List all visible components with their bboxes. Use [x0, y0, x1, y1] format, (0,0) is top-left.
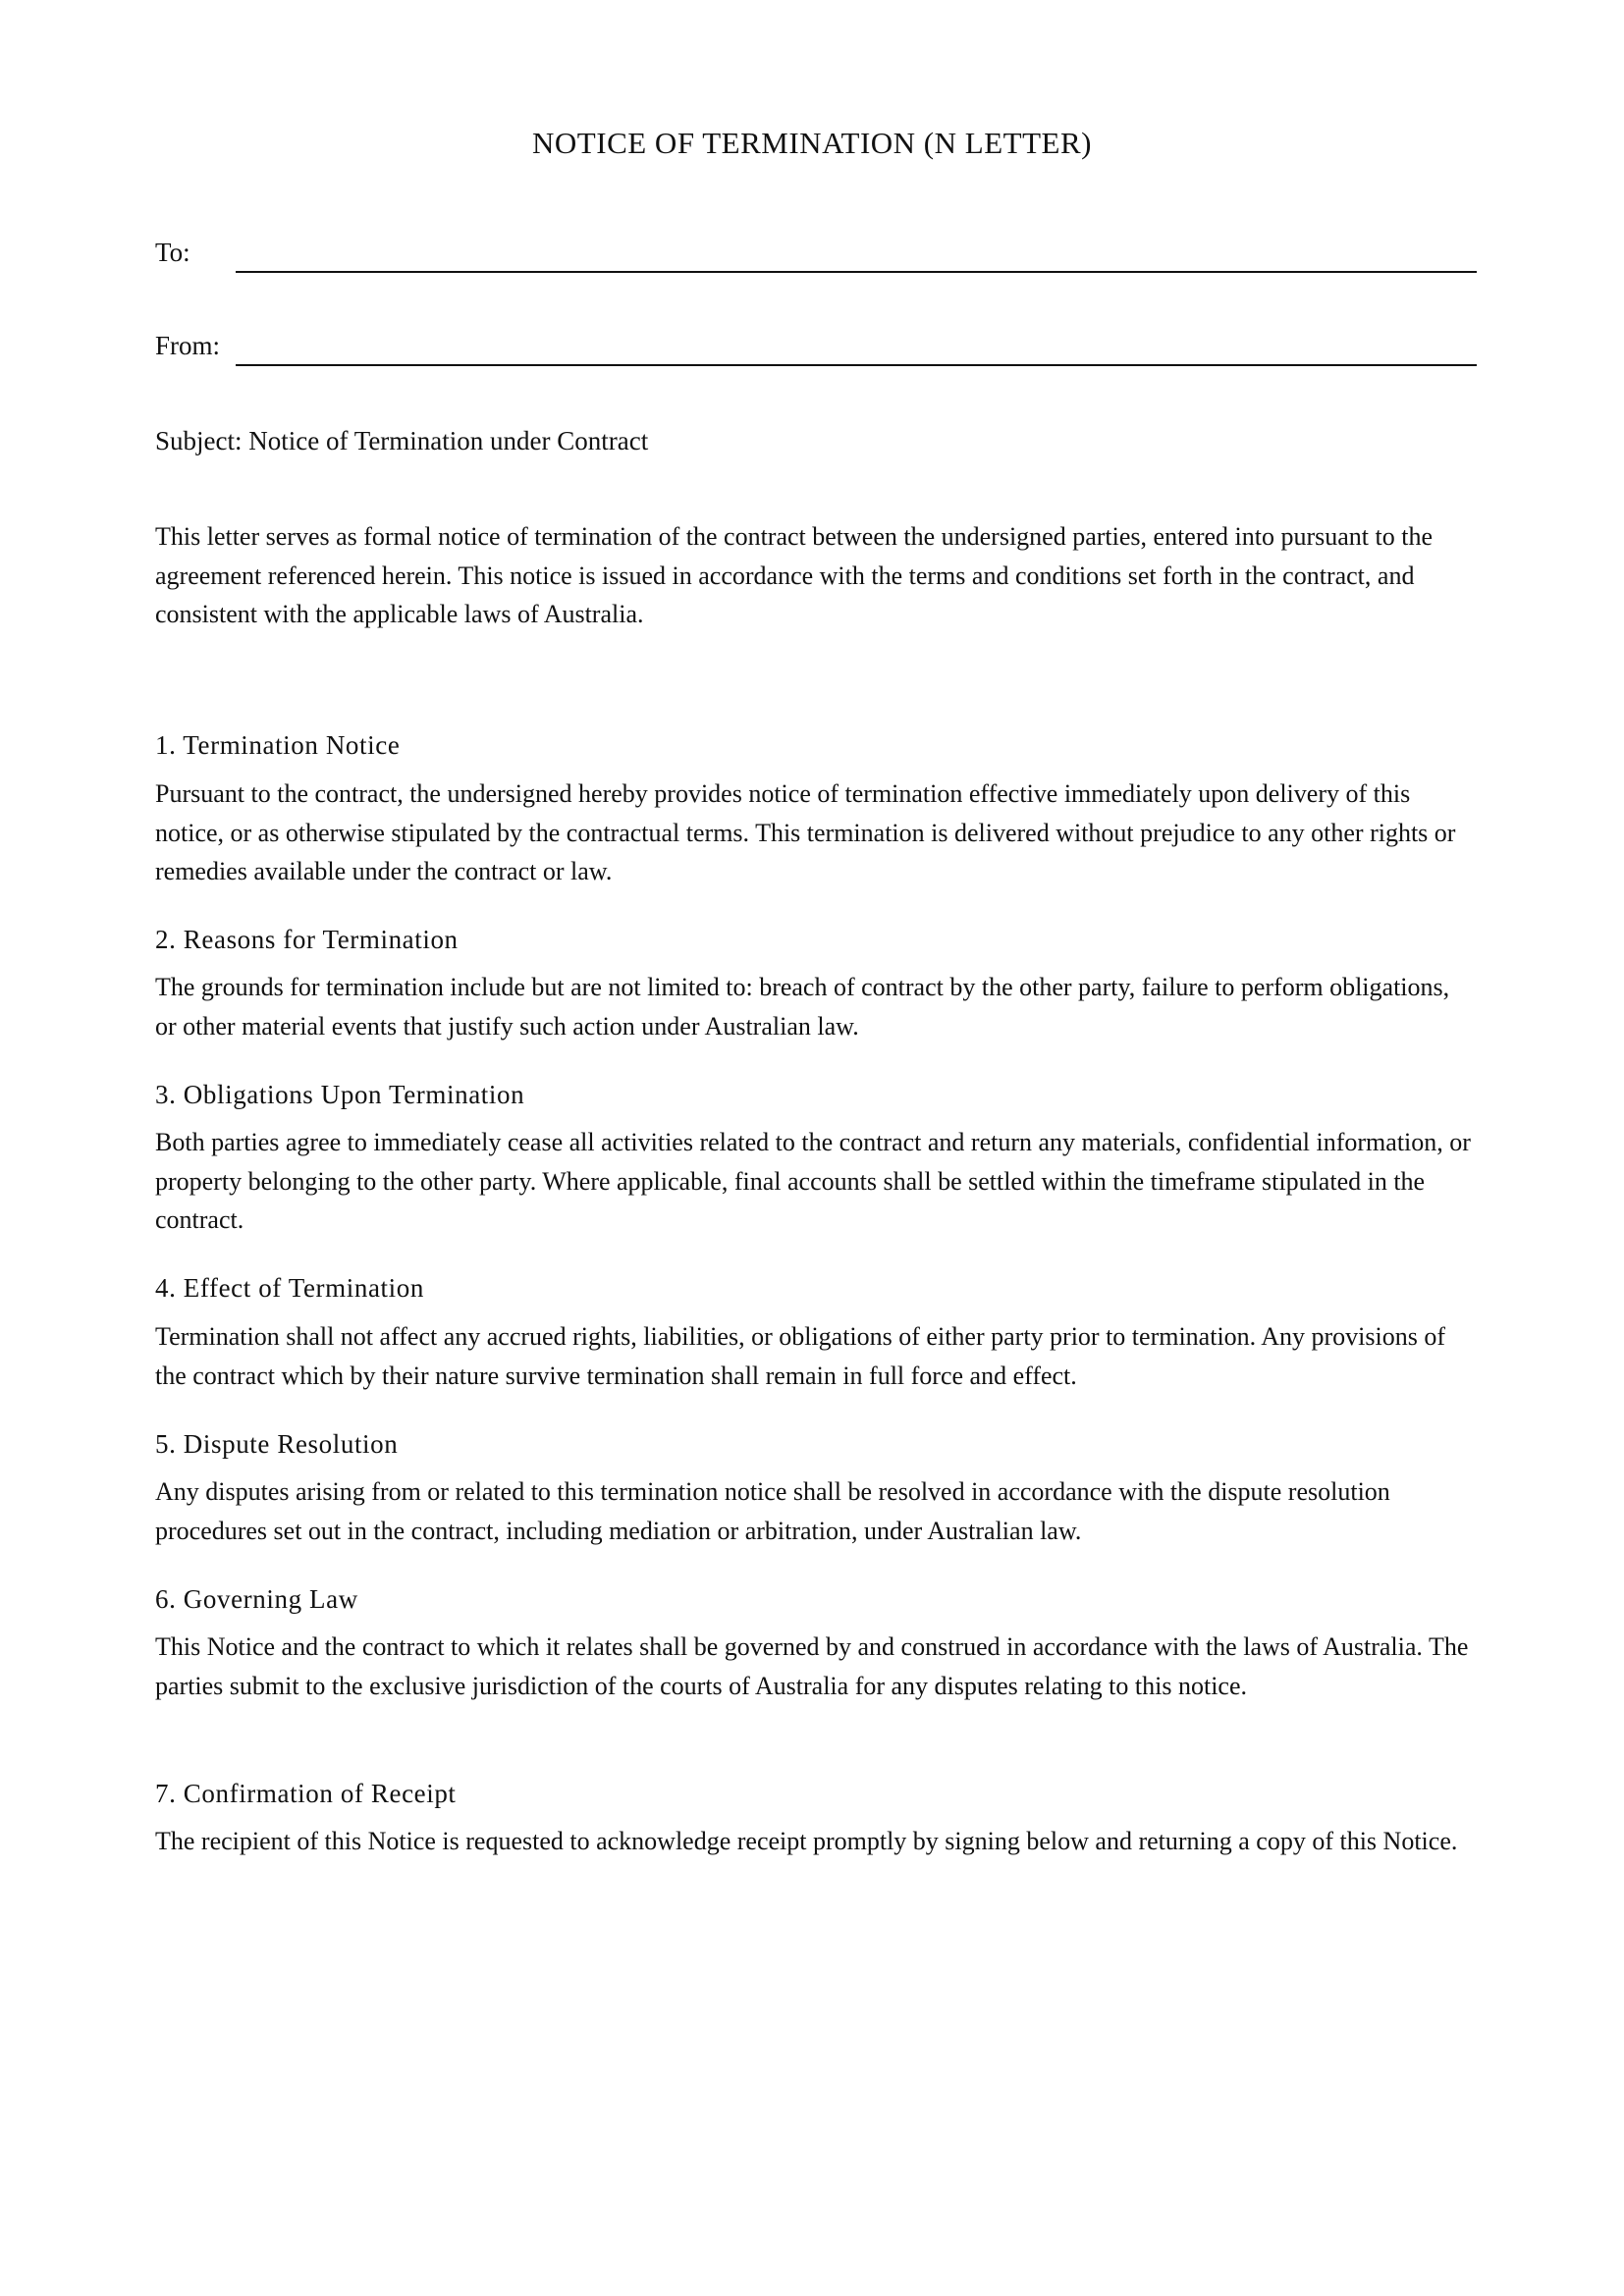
- section-3-body: Both parties agree to immediately cease all activities related to the contract and return any materials, confidential information, or property belonging to the other party. Where applicable, final accounts shall be settled within the timeframe stipulated in the contract.: [155, 1128, 1471, 1234]
- section-1-body: Pursuant to the contract, the undersigned hereby provides notice of termination effective immediately upon delivery of this notice, or as otherwise stipulated by the contractual terms. This termination is delivered without prejudice to any other rights or remedies available under the contract or law.: [155, 779, 1456, 885]
- document-title: NOTICE OF TERMINATION (N LETTER): [532, 126, 1092, 160]
- section-4-body: Termination shall not affect any accrued rights, liabilities, or obligations of either party prior to termination. Any provisions of the contract which by their nature survive termination shall remain in full force and effect.: [155, 1322, 1446, 1390]
- to-field: [155, 238, 1477, 277]
- section-5-body: Any disputes arising from or related to this termination notice shall be resolved in accordance with the dispute resolution procedures set out in the contract, including mediation or arbitration, under Australian law.: [155, 1477, 1390, 1545]
- section-4-heading: 4. Effect of Termination: [155, 1273, 424, 1303]
- to-line: [236, 271, 1477, 273]
- from-label: From:: [155, 331, 221, 360]
- section-5-heading: 5. Dispute Resolution: [155, 1429, 399, 1459]
- section-6-heading: 6. Governing Law: [155, 1584, 358, 1614]
- from-field: [155, 331, 1477, 370]
- intro-paragraph: This letter serves as formal notice of termination of the contract between the undersigned parties, entered into pursuant to the agreement referenced herein. This notice is issued in accordance with the terms and conditions set forth in the contract, and consistent with the applicable laws of Australia.: [155, 522, 1434, 628]
- section-7-heading: 7. Confirmation of Receipt: [155, 1779, 457, 1808]
- section-6-body: This Notice and the contract to which it relates shall be governed by and construed in accordance with the laws of Australia. The parties submit to the exclusive jurisdiction of the courts of Australia for any disputes relating to this notice.: [155, 1632, 1469, 1700]
- section-2-body: The grounds for termination include but are not limited to: breach of contract by the other party, failure to perform obligations, or other material events that justify such action under Australian law.: [155, 973, 1450, 1041]
- section-7-body: The recipient of this Notice is requested to acknowledge receipt promptly by signing below and returning a copy of this Notice.: [155, 1827, 1458, 1855]
- section-1-heading: 1. Termination Notice: [155, 730, 401, 760]
- section-2-heading: 2. Reasons for Termination: [155, 925, 459, 954]
- section-3-heading: 3. Obligations Upon Termination: [155, 1080, 525, 1109]
- to-label: To:: [155, 238, 190, 267]
- from-line: [236, 364, 1477, 366]
- subject-line: Subject: Notice of Termination under Contract: [155, 426, 649, 455]
